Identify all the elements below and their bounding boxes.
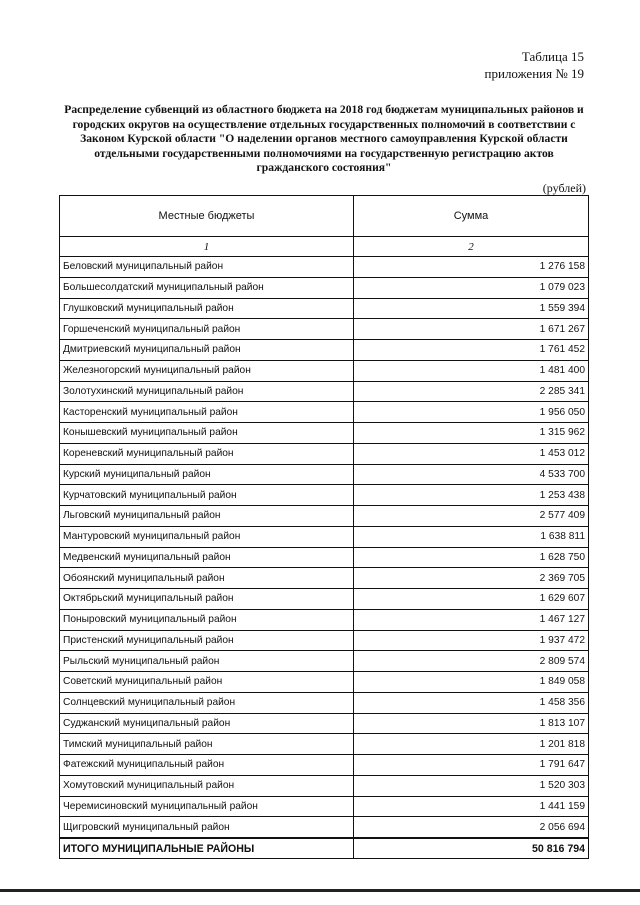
table-row (60, 609, 589, 630)
district-amount: 2 369 705 (354, 568, 589, 589)
district-amount: 1 253 438 (354, 485, 589, 506)
total-row (60, 838, 589, 859)
district-name: Рыльский муниципальный район (60, 651, 354, 672)
district-amount: 1 441 159 (354, 796, 589, 817)
column-header-budgets: Местные бюджеты (60, 196, 354, 237)
district-name: Тимский муниципальный район (60, 734, 354, 755)
district-name: Хомутовский муниципальный район (60, 775, 354, 796)
district-name: Октябрьский муниципальный район (60, 589, 354, 610)
column-number-1: 1 (60, 237, 354, 257)
district-name: Медвенский муниципальный район (60, 547, 354, 568)
district-amount: 1 628 750 (354, 547, 589, 568)
district-name: Фатежский муниципальный район (60, 755, 354, 776)
table-row (60, 547, 589, 568)
district-name: Курский муниципальный район (60, 464, 354, 485)
district-name: Дмитриевский муниципальный район (60, 340, 354, 361)
table-row (60, 506, 589, 527)
table-row (60, 298, 589, 319)
district-amount: 1 638 811 (354, 526, 589, 547)
district-amount: 1 315 962 (354, 423, 589, 444)
district-name: Льговский муниципальный район (60, 506, 354, 527)
table-row (60, 672, 589, 693)
district-amount: 1 761 452 (354, 340, 589, 361)
column-number-2: 2 (354, 237, 589, 257)
district-name: Золотухинский муниципальный район (60, 381, 354, 402)
table-row (60, 796, 589, 817)
table-row (60, 443, 589, 464)
district-amount: 1 481 400 (354, 360, 589, 381)
table-row (60, 568, 589, 589)
column-number-row (60, 237, 589, 257)
table-row (60, 526, 589, 547)
district-amount: 2 285 341 (354, 381, 589, 402)
district-name: Мантуровский муниципальный район (60, 526, 354, 547)
table-row (60, 423, 589, 444)
district-amount: 1 467 127 (354, 609, 589, 630)
district-amount: 2 809 574 (354, 651, 589, 672)
document-title: Распределение субвенций из областного бюджета на 2018 год бюджетам муниципальных районов и городских округов на осуществление отдельных государственных полномочий в соответствии с Законом Курской области "О наделении органов местного самоуправления Курской области отдельными государственными полномочиями на государственную регистрацию актов гражданского состояния" (64, 103, 584, 175)
district-name: Щигровский муниципальный район (60, 817, 354, 838)
unit-note: (рублей) (542, 181, 586, 195)
table-row (60, 817, 589, 838)
district-amount: 1 201 818 (354, 734, 589, 755)
page-bottom-rule (0, 889, 640, 892)
district-amount: 1 079 023 (354, 277, 589, 298)
district-amount: 2 577 409 (354, 506, 589, 527)
district-name: Советский муниципальный район (60, 672, 354, 693)
district-amount: 1 629 607 (354, 589, 589, 610)
table-number: Таблица 15 (521, 49, 584, 64)
table-row (60, 755, 589, 776)
district-name: Беловский муниципальный район (60, 257, 354, 278)
district-name: Железногорский муниципальный район (60, 360, 354, 381)
table-row (60, 340, 589, 361)
table-row (60, 734, 589, 755)
table-row (60, 775, 589, 796)
table-row (60, 692, 589, 713)
district-name: Черемисиновский муниципальный район (60, 796, 354, 817)
table-header-row (60, 196, 589, 237)
district-name: Кореневский муниципальный район (60, 443, 354, 464)
district-name: Пристенский муниципальный район (60, 630, 354, 651)
district-amount: 2 056 694 (354, 817, 589, 838)
district-amount: 1 276 158 (354, 257, 589, 278)
district-name: Глушковский муниципальный район (60, 298, 354, 319)
table-reference (485, 48, 584, 82)
table-row (60, 381, 589, 402)
district-amount: 1 520 303 (354, 775, 589, 796)
district-amount: 1 956 050 (354, 402, 589, 423)
table-row (60, 464, 589, 485)
district-name: Горшеченский муниципальный район (60, 319, 354, 340)
district-amount: 1 671 267 (354, 319, 589, 340)
total-label: ИТОГО МУНИЦИПАЛЬНЫЕ РАЙОНЫ (60, 838, 354, 859)
table-row (60, 257, 589, 278)
district-name: Курчатовский муниципальный район (60, 485, 354, 506)
district-amount: 1 849 058 (354, 672, 589, 693)
table-row (60, 630, 589, 651)
total-amount: 50 816 794 (354, 838, 589, 859)
district-name: Суджанский муниципальный район (60, 713, 354, 734)
district-name: Большесолдатский муниципальный район (60, 277, 354, 298)
district-amount: 1 813 107 (354, 713, 589, 734)
table-body (60, 257, 589, 859)
table-row (60, 319, 589, 340)
district-amount: 1 791 647 (354, 755, 589, 776)
district-amount: 1 453 012 (354, 443, 589, 464)
column-header-amount: Сумма (354, 196, 589, 237)
table-row (60, 713, 589, 734)
table-row (60, 402, 589, 423)
table-row (60, 277, 589, 298)
table-row (60, 360, 589, 381)
district-amount: 1 559 394 (354, 298, 589, 319)
district-name: Конышевский муниципальный район (60, 423, 354, 444)
table-row (60, 485, 589, 506)
district-name: Обоянский муниципальный район (60, 568, 354, 589)
table-row (60, 651, 589, 672)
table-row (60, 589, 589, 610)
district-name: Касторенский муниципальный район (60, 402, 354, 423)
subvention-table (59, 195, 589, 859)
appendix-number: приложения № 19 (484, 66, 584, 81)
district-name: Поныровский муниципальный район (60, 609, 354, 630)
district-amount: 4 533 700 (354, 464, 589, 485)
district-name: Солнцевский муниципальный район (60, 692, 354, 713)
district-amount: 1 937 472 (354, 630, 589, 651)
district-amount: 1 458 356 (354, 692, 589, 713)
